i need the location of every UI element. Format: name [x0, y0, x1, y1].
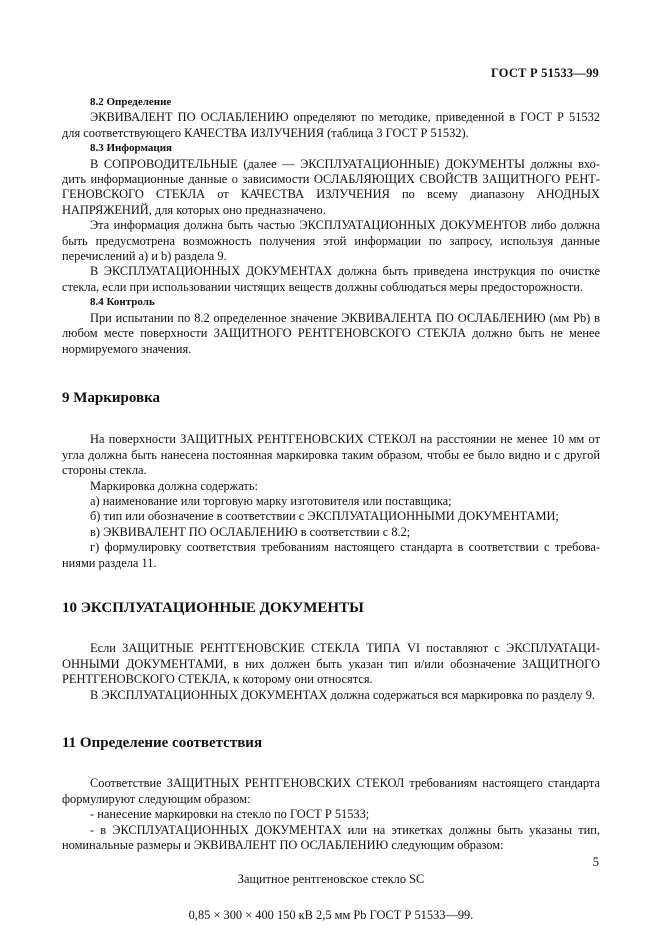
section-11-title: 11 Определение соответствия — [62, 735, 263, 751]
subsection-8-3-paragraph-3: В ЭКСПЛУАТАЦИОННЫХ ДОКУМЕНТАХ должна быть приведена инструкция по очистке стекла, если при использовании чистящих веществ должны соблюдаться меры предосторожности. — [62, 264, 600, 294]
list-item: г) формулировку соответствия требованиям настоящего стандарта в соответствии с требованиями раздела 11. — [62, 540, 600, 570]
page-number: 5 — [592, 855, 599, 869]
example-designation: 0,85 × 300 × 400 150 кВ 2,5 мм Pb ГОСТ Р 51533—99. — [188, 907, 474, 922]
section-10-paragraph-2: В ЭКСПЛУАТАЦИОННЫХ ДОКУМЕНТАХ должна содержаться вся маркировка по разделу 9. — [90, 687, 595, 702]
section-11-paragraph-1: Соответствие ЗАЩИТНЫХ РЕНТГЕНОВСКИХ СТЕКОЛ требованиям настоящего стандарта формулируют следующим образом: — [62, 776, 600, 806]
section-9-paragraph-1: На поверхности ЗАЩИТНЫХ РЕНТГЕНОВСКИХ СТЕКОЛ на расстоянии не менее 10 мм от угла должна быть нанесена постоянная маркировка таким образом, чтобы ее было видно и с другой стороны стекла. — [62, 432, 600, 478]
page-content — [62, 95, 600, 923]
section-10-title: 10 ЭКСПЛУАТАЦИОННЫЕ ДОКУМЕНТЫ — [62, 599, 364, 616]
example-label: Защитное рентгеновское стекло SC — [237, 872, 425, 887]
list-item: б) тип или обозначение в соответствии с ЭКСПЛУАТАЦИОННЫМИ ДОКУМЕНТАМИ; — [90, 509, 559, 524]
subsection-8-3-paragraph-1: В СОПРОВОДИТЕЛЬНЫЕ (далее — ЭКСПЛУАТАЦИОННЫЕ) ДОКУМЕНТЫ должны входить информационные данные о зависимости ОСЛАБЛЯЮЩИХ СВОЙСТВ ЗАЩИТНОГО РЕНТГЕНОВСКОГО СТЕКЛА от КАЧЕСТВА ИЗЛУЧЕНИЯ по всему диапазону АНОДНЫХ НАПРЯЖЕНИЙ, для которых оно предназначено. — [62, 156, 600, 217]
list-item: в) ЭКВИВАЛЕНТ ПО ОСЛАБЛЕНИЮ в соответствии с 8.2; — [90, 524, 411, 539]
section-9-title: 9 Маркировка — [62, 389, 161, 406]
list-item: - нанесение маркировки на стекло по ГОСТ Р 51533; — [90, 807, 370, 822]
subsection-8-3-heading: 8.3 Информация — [90, 142, 173, 155]
section-10-paragraph-1: Если ЗАЩИТНЫЕ РЕНТГЕНОВСКИЕ СТЕКЛА ТИПА VI поставляют с ЭКСПЛУАТАЦИОННЫМИ ДОКУМЕНТАМИ, в них должен быть указан тип и/или обозначение ЗАЩИТНОГО РЕНТГЕНОВСКОГО СТЕКЛА, к которому они относятся. — [62, 641, 600, 687]
section-9-paragraph-2: Маркировка должна содержать: — [90, 478, 258, 493]
subsection-8-4-text: При испытании по 8.2 определенное значение ЭКВИВАЛЕНТА ПО ОСЛАБЛЕНИЮ (мм Pb) в любом месте поверхности ЗАЩИТНОГО РЕНТГЕНОВСКОГО СТЕКЛА должно быть не менее нормируемого значения. — [62, 310, 600, 356]
subsection-8-4-heading: 8.4 Контроль — [90, 296, 155, 309]
list-item: - в ЭКСПЛУАТАЦИОННЫХ ДОКУМЕНТАХ или на этикетках должны быть указаны тип, номинальные размеры и ЭКВИВАЛЕНТ ПО ОСЛАБЛЕНИЮ следующим образом: — [62, 822, 600, 853]
subsection-8-3-paragraph-2: Эта информация должна быть частью ЭКСПЛУАТАЦИОННЫХ ДОКУМЕНТОВ либо должна быть предусмотрена возможность получения этой информации по запросу, используя данные перечислений а) и b) раздела 9. — [62, 218, 600, 264]
subsection-8-2-heading: 8.2 Определение — [90, 96, 172, 108]
list-item: а) наименование или торговую марку изготовителя или поставщика; — [90, 493, 452, 508]
subsection-8-2-text: ЭКВИВАЛЕНТ ПО ОСЛАБЛЕНИЮ определяют по методике, приведенной в ГОСТ Р 51532 для соответствующего КАЧЕСТВА ИЗЛУЧЕНИЯ (таблица 3 ГОСТ Р 51532). — [62, 110, 600, 140]
standard-code-header: ГОСТ Р 51533—99 — [490, 66, 599, 80]
